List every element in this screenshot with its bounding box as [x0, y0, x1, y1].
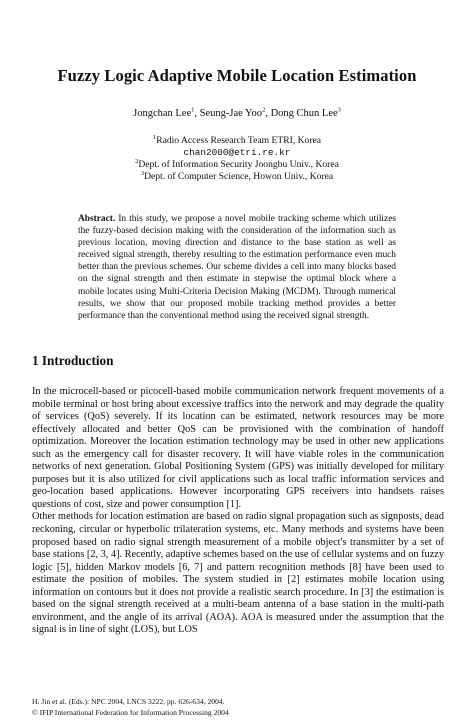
- abstract-label: Abstract.: [78, 214, 116, 224]
- body-paragraph: Other methods for location estimation are based on radio signal propagation such as signposts, dead reckoning, circular or hyperbolic trilateration systems, etc. Many methods and systems have been proposed based on radio signal strength measurement of a mobile object's transmitter by a set of base stations [2, 3, 4]. Recently, adaptive schemes based on the use of cellular systems and on fuzzy logic [5], hidden Markov models [6, 7] and pattern recognition methods [8] have been used to estimate the position of mobiles. The system studied in [2] estimates mobile location using information on contours but it does not provide a realistic search procedure. In [3] the estimation is based on the signal strength received at a multi-beam antenna of a base station in the multi-path environment, and the angle of its arrival (AOA). AOA is measured under the assumption that the signal is in line of sight (LOS), but LOS: [32, 511, 444, 636]
- affiliation-text: Radio Access Research Team ETRI, Korea: [156, 135, 322, 146]
- copyright-line: © IFIP International Federation for Information Processing 2004: [32, 707, 229, 717]
- affiliation-text: Dept. of Information Security Joongbu Univ., Korea: [138, 159, 339, 170]
- page-footer: [32, 697, 229, 718]
- affiliation-text: Dept. of Computer Science, Howon Univ., Korea: [144, 171, 334, 182]
- body-paragraph: In the microcell-based or picocell-based mobile communication network frequent movements of a mobile terminal or host bring about excessive traffics into the network and may degrade the quality of services (QoS) severely. If its location can be estimated, network resources may be more effectively allocated and better QoS can be provisioned with the combination of handoff optimization. Moreover the location estimation technology may be used in other new applications such as the emergency call for disaster recovery. It will have viable roles in the communication networks of next generation. Global Positioning System (GPS) was initially developed for military purposes but it is also utilized for civil applications such as local traffic information services and geo-location based applications. However incorporating GPS receivers into handsets raises questions of cost, size and power consumption [1].: [32, 386, 444, 510]
- affiliation-1: [20, 135, 454, 147]
- affil-marker: 1: [152, 133, 157, 141]
- paper-title: Fuzzy Logic Adaptive Mobile Location Estimation: [57, 66, 417, 85]
- citation-line: H. Jin et al. (Eds.): NPC 2004, LNCS 3222, pp. 626-634, 2004.: [32, 697, 225, 706]
- section-heading: 1 Introduction: [32, 353, 114, 368]
- affil-marker: 3: [140, 169, 145, 177]
- author-email: chan2000@etri.re.kr: [183, 147, 291, 158]
- author-name: Seung-Jae Yoo: [199, 108, 263, 119]
- affiliation-2: [20, 159, 454, 171]
- abstract: [78, 213, 396, 322]
- author-list: [20, 108, 454, 119]
- author-separator: ,: [194, 108, 200, 119]
- affiliation-3: [20, 171, 454, 183]
- author-name: Jongchan Lee: [133, 108, 192, 119]
- author-affil-marker: 1: [191, 106, 195, 114]
- author-affil-marker: 2: [262, 106, 266, 114]
- abstract-text: In this study, we propose a novel mobile tracking scheme which utilizes the fuzzy-based decision making with the consideration of the information such as previous location, moving direction and distance to the base station as well as received signal strength, thereby resulting to the estimation performance even much better than the previous schemes. Our scheme divides a cell into many blocks based on the signal strength and then estimate in stepwise the optimal block where a mobile locates using Multi-Criteria Decision Making (MCDM). Through numerical results, we show that our proposed mobile tracking method provides a better performance than the conventional method using the received signal strength.: [78, 214, 397, 321]
- author-separator: ,: [265, 108, 271, 119]
- affiliations: [20, 135, 454, 183]
- affil-marker: 2: [135, 157, 139, 165]
- author-affil-marker: 3: [337, 106, 341, 114]
- section-body: [32, 386, 444, 637]
- author-name: Dong Chun Lee: [270, 108, 338, 119]
